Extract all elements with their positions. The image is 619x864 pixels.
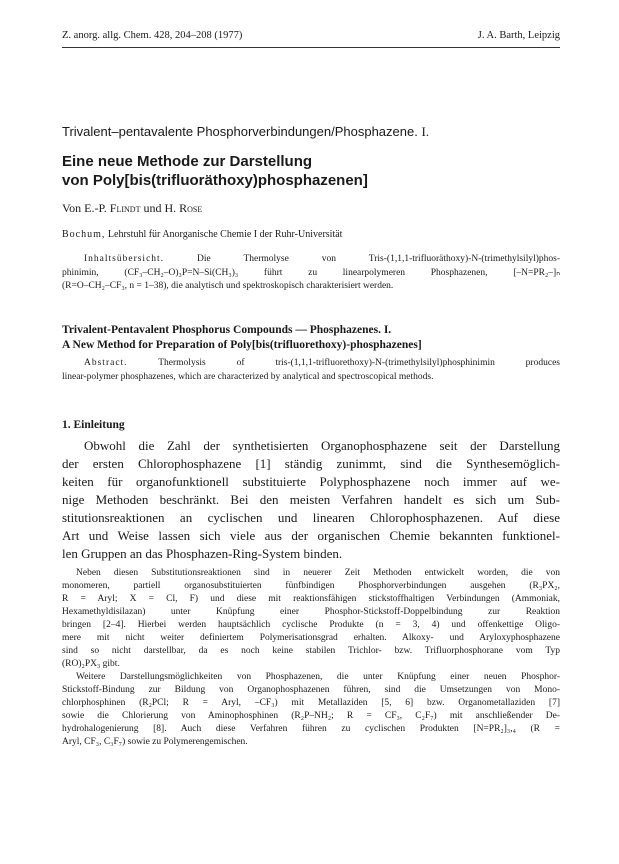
affiliation-institute: Lehrstuhl für Anorganische Chemie I der Ruhr-Universität <box>107 229 343 240</box>
series-title-text: Trivalent–pentavalente Phosphorverbindungen/Phosphazene. <box>62 124 418 139</box>
running-header <box>62 30 560 41</box>
small-line: (RO)₂PX₃ gibt. <box>62 659 120 669</box>
small-line: hydrohalogenierung [8]. Auch diese Verfahren führen zu cyclischen Produkten [N=PR₂]₃,₄ (R = <box>62 724 560 734</box>
small-line: mere mit nicht weiter definiertem Polymerisationsgrad erhalten. Alkoxy- und Aryloxyphosphazene <box>62 633 560 643</box>
journal-citation: Z. anorg. allg. Chem. 428, 204–208 (1977) <box>62 30 243 41</box>
small-line: Neben diesen Substitutionsreaktionen sind in neuerer Zeit Methoden entwickelt worden, die von <box>76 568 560 578</box>
small-line: sind so nicht darstellbar, da es noch keine stabilen Trichlor- bzw. Trifluorphosphorane vom Typ <box>62 646 560 656</box>
author-name: E.-P. Flindt <box>84 201 141 215</box>
body-line: keiten für organofunktionell substituierte Polyphosphazene noch immer auf we- <box>62 474 560 489</box>
abstract-german <box>62 253 560 294</box>
english-title-line: Trivalent-Pentavalent Phosphorus Compounds — Phosphazenes. I. <box>62 324 392 336</box>
title-line: Eine neue Methode zur Darstellung <box>62 153 313 170</box>
abstract-line: Thermolysis of tris-(1,1,1-trifluorethoxy)-N-(trimethylsilyl)phosphinimin produces <box>158 358 560 368</box>
affiliation <box>62 229 560 240</box>
small-line: bringen [2–4]. Hierbei werden hauptsächlich cyclische Produkte (n = 3, 4) und offenkettige Oligo- <box>62 620 560 630</box>
small-paragraph <box>62 567 560 671</box>
body-line: Art und Weise lassen sich viele aus der organischen Chemie bekannten funktionel- <box>62 528 560 543</box>
small-line: Stickstoff-Bindung zur Bildung von Organophosphazenen führen, sind die Umsetzungen von Mono- <box>62 685 560 695</box>
body-line: stitutionsreaktionen an cyclischen und linearen Chlorophosphazenen. Auf diese <box>62 510 560 525</box>
small-line: R = Aryl; X = Cl, F) und diese mit reaktionsfähigen stickstoffhaltigen Verbindungen (Ammoniak, <box>62 594 560 604</box>
body-line: nige Methoden beschränkt. Bei den meisten Verfahren handelt es sich um Sub- <box>62 492 560 507</box>
abstract-label: Abstract. <box>84 358 128 368</box>
english-title <box>62 323 560 353</box>
abstract-line: linear-polymer phosphazenes, which are characterized by analytical and spectroscopical methods. <box>62 371 434 382</box>
small-line: sowie die Chlorierung von Aminophosphinen (R₂P–NH₂; R = CF₃, C₂F₇) mit anschließender De- <box>62 711 560 721</box>
small-line: Weitere Darstellungsmöglichkeiten von Phosphazenen, die unter Knüpfung einer neuen Phosphor- <box>76 672 560 682</box>
abstract-line: (R=O–CH₂–CF₃, n = 1–38), die analytisch und spektroskopisch charakterisiert werden. <box>62 281 394 291</box>
introduction-paragraph <box>62 437 560 563</box>
author-conjunction: und <box>143 201 162 215</box>
small-print-section <box>62 567 560 749</box>
small-line: Hexamethyldisilazan) unter Knüpfung einer Phosphor-Stickstoff-Doppelbindung zur Reaktion <box>62 607 560 617</box>
body-line: der ersten Chlorophosphazene [1] ständig zunimmt, sind die Synthesemöglich- <box>62 456 560 471</box>
author-prefix: Von <box>62 201 82 215</box>
small-line: Aryl, CF₃, C₃F₇) sowie zu Polymerengemischen. <box>62 737 248 747</box>
english-title-line: A New Method for Preparation of Poly[bis(trifluorethoxy)-phosphazenes] <box>62 339 422 351</box>
series-title <box>62 124 560 140</box>
affiliation-place: Bochum, <box>62 229 106 240</box>
publisher: J. A. Barth, Leipzig <box>477 30 560 41</box>
article-title <box>62 152 560 190</box>
title-line: von Poly[bis(trifluoräthoxy)phosphazenen] <box>62 172 368 189</box>
abstract-line: Die Thermolyse von Tris-(1,1,1-trifluoräthoxy)-N-(trimethylsilyl)phos- <box>197 254 560 264</box>
abstract-label: Inhaltsübersicht. <box>84 254 165 264</box>
author-name: H. Rose <box>164 201 203 215</box>
small-line: monomeren, partiell organosubstituierten fünfbindigen Phosphorverbindungen ausgehen (R₃PX₂, <box>62 581 560 591</box>
author-line <box>62 201 560 216</box>
header-rule <box>62 47 560 48</box>
body-line: len Gruppen an das Phosphazen-Ring-System binden. <box>62 546 343 561</box>
small-paragraph <box>62 671 560 749</box>
series-number: I. <box>421 124 430 139</box>
section-heading: 1. Einleitung <box>62 419 125 431</box>
small-line: chlorphosphinen (R₂PCl; R = Aryl, –CF₃) mit Metallaziden [5, 6] bzw. Organometallaziden [7] <box>62 698 560 708</box>
abstract-english <box>62 357 560 384</box>
body-line: Obwohl die Zahl der synthetisierten Organophosphazene seit der Darstellung <box>84 438 560 453</box>
abstract-line: phinimin, (CF₃–CH₂–O)₃P=N–Si(CH₃)₃ führt zu linearpolymeren Phosphazenen, [–N=PR₂–]ₙ <box>62 267 560 278</box>
